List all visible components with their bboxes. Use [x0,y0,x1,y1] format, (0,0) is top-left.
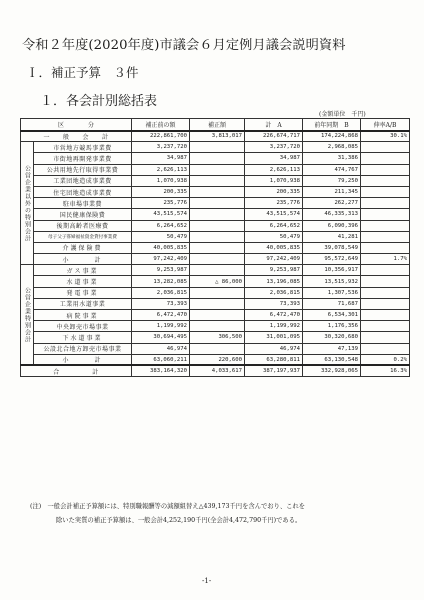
table-header-row [21,119,410,131]
amount-total: 2,036,815 [245,287,303,298]
non-enterprise-group-label: 公営企業以外の特別会計 [21,142,34,265]
header-rate: 伸率A/B [361,119,410,131]
account-name: 介護保険費 [34,242,132,253]
amount-before: 40,005,835 [132,242,190,253]
amount-before: 6,472,470 [132,310,190,321]
growth-rate [361,186,410,197]
header-before: 補正前の額 [132,119,190,131]
amount-before: 200,335 [132,186,190,197]
amount-total: 6,472,470 [245,310,303,321]
grand-total-prev: 332,928,065 [303,365,361,376]
amount-prev: 41,281 [303,231,361,242]
subtotal-supplement: 220,600 [190,354,245,365]
amount-supplement [190,287,245,298]
section-heading-account-summary: １．各会計別総括表 [40,94,158,109]
amount-prev: 13,515,932 [303,276,361,287]
amount-total: 31,001,095 [245,332,303,343]
amount-before: 3,237,720 [132,142,190,153]
subtotal-total: 63,280,811 [245,354,303,365]
table-row [21,153,410,164]
amount-before: 30,694,495 [132,332,190,343]
table-row [21,231,410,242]
amount-prev: 1,307,536 [303,287,361,298]
grand-total-total: 387,197,937 [245,365,303,376]
account-name: 市街地再開発事業費 [34,153,132,164]
table-row [21,343,410,354]
growth-rate [361,164,410,175]
amount-total: 9,253,987 [245,265,303,276]
account-name: 母子父子寡婦福祉資金貸付事業費 [34,231,132,242]
growth-rate [361,343,410,354]
growth-rate [361,175,410,186]
subtotal-label: 小 計 [34,354,132,365]
amount-prev: 46,335,313 [303,209,361,220]
table-row [21,175,410,186]
account-name: 中央卸売市場事業 [34,321,132,332]
amount-prev: 474,767 [303,164,361,175]
account-name: 病院事業 [34,310,132,321]
subtotal-label: 小 計 [34,254,132,265]
subtotal-prev: 63,130,548 [303,354,361,365]
amount-before: 235,776 [132,198,190,209]
amount-total: 2,626,113 [245,164,303,175]
amount-total: 73,393 [245,298,303,309]
grand-total-label: 合 計 [21,365,132,376]
amount-prev: 211,345 [303,186,361,197]
grand-total-rate: 16.3% [361,365,410,376]
amount-before: 2,626,113 [132,164,190,175]
amount-before: 50,479 [132,231,190,242]
amount-before: 9,253,987 [132,265,190,276]
amount-supplement [190,298,245,309]
footnote-line-2: 除いた実質の補正予算額は、一般会計4,252,190千円(全会計4,472,790千円)である。 [56,517,302,524]
account-name: 国民健康保険費 [34,209,132,220]
general-prev: 174,224,868 [303,131,361,142]
amount-prev: 262,277 [303,198,361,209]
amount-before: 43,515,574 [132,209,190,220]
header-total: 計 A [245,119,303,131]
amount-total: 50,479 [245,231,303,242]
amount-supplement [190,310,245,321]
subtotal-total: 97,242,409 [245,254,303,265]
subtotal-rate: 1.7% [361,254,410,265]
amount-total: 40,005,835 [245,242,303,253]
amount-supplement: 306,500 [190,332,245,343]
account-name: 下水道事業 [34,332,132,343]
amount-prev: 47,139 [303,343,361,354]
subtotal-before: 97,242,409 [132,254,190,265]
amount-before: 34,987 [132,153,190,164]
amount-unit-label: (金額単位 千円) [319,111,366,118]
amount-supplement [190,343,245,354]
amount-total: 235,776 [245,198,303,209]
growth-rate [361,276,410,287]
account-name: 公共用地先行取得事業費 [34,164,132,175]
growth-rate [361,287,410,298]
growth-rate [361,231,410,242]
subtotal-prev: 95,572,649 [303,254,361,265]
account-name: 工業団地造成事業費 [34,175,132,186]
table-row [21,265,410,276]
growth-rate [361,332,410,343]
amount-prev: 71,687 [303,298,361,309]
page-number: -1- [202,577,212,585]
growth-rate [361,321,410,332]
amount-before: 46,974 [132,343,190,354]
amount-supplement [190,231,245,242]
table-row [21,220,410,231]
amount-supplement [190,175,245,186]
account-name: 公設北合地方卸売市場事業 [34,343,132,354]
section-heading-supplementary-budget: Ｉ．補正予算 ３件 [26,65,139,80]
budget-summary-table [20,118,410,377]
amount-before: 73,393 [132,298,190,309]
subtotal-rate: 0.2% [361,354,410,365]
amount-prev: 1,176,356 [303,321,361,332]
growth-rate [361,142,410,153]
amount-total: 1,199,992 [245,321,303,332]
amount-prev: 6,090,396 [303,220,361,231]
header-category: 区 分 [21,119,132,131]
account-name: 水道事業 [34,276,132,287]
amount-supplement [190,198,245,209]
footnote [30,500,400,528]
amount-total: 200,335 [245,186,303,197]
footnote-line-1: (注) 一般会計補正予算額には、特別職報酬等の減額組替え△439,173千円を含んでおり、これを [30,503,306,510]
general-account-row [21,131,410,142]
amount-prev: 39,078,549 [303,242,361,253]
amount-before: 1,199,992 [132,321,190,332]
growth-rate [361,310,410,321]
growth-rate [361,198,410,209]
amount-supplement [190,209,245,220]
amount-total: 6,264,652 [245,220,303,231]
header-supplement: 補正額 [190,119,245,131]
amount-before: 1,070,938 [132,175,190,186]
enterprise-group-label: 公営企業特別会計 [21,265,34,366]
table-row [21,242,410,253]
amount-before: 13,282,085 [132,276,190,287]
table-row [21,209,410,220]
table-row [21,310,410,321]
general-before: 222,861,700 [132,131,190,142]
amount-total: 34,987 [245,153,303,164]
grand-total-row [21,365,410,376]
amount-prev: 10,356,917 [303,265,361,276]
growth-rate [361,298,410,309]
amount-prev: 31,386 [303,153,361,164]
amount-supplement: △ 86,000 [190,276,245,287]
growth-rate [361,153,410,164]
table-row [21,276,410,287]
amount-before: 6,264,652 [132,220,190,231]
table-row [21,287,410,298]
amount-prev: 30,320,680 [303,332,361,343]
grand-total-supplement: 4,033,617 [190,365,245,376]
amount-total: 13,196,085 [245,276,303,287]
amount-supplement [190,142,245,153]
grand-total-before: 383,164,320 [132,365,190,376]
general-supplement: 3,813,017 [190,131,245,142]
amount-prev: 2,968,085 [303,142,361,153]
growth-rate [361,242,410,253]
subtotal-before: 63,060,211 [132,354,190,365]
amount-supplement [190,321,245,332]
general-account-label: 一 般 会 計 [21,131,132,142]
table-row [21,186,410,197]
document-title: 令和２年度(2020年度)市議会６月定例月議会説明資料 [22,38,346,53]
amount-supplement [190,220,245,231]
amount-supplement [190,265,245,276]
amount-prev: 6,534,301 [303,310,361,321]
amount-total: 3,237,720 [245,142,303,153]
account-name: 住宅団地造成事業費 [34,186,132,197]
enterprise-subtotal-row [21,354,410,365]
amount-prev: 79,250 [303,175,361,186]
amount-supplement [190,164,245,175]
table-row [21,321,410,332]
account-name: ガス事業 [34,265,132,276]
table-row [21,332,410,343]
table-row [21,164,410,175]
growth-rate [361,209,410,220]
growth-rate [361,265,410,276]
amount-supplement [190,186,245,197]
amount-total: 43,515,574 [245,209,303,220]
subtotal-supplement [190,254,245,265]
table-row [21,142,410,153]
account-name: 工業用水道事業 [34,298,132,309]
account-name: 後期高齢者医療費 [34,220,132,231]
general-rate: 30.1% [361,131,410,142]
account-name: 市営地方競馬事業費 [34,142,132,153]
table-row [21,298,410,309]
growth-rate [361,220,410,231]
non-enterprise-subtotal-row [21,254,410,265]
account-name: 発電事業 [34,287,132,298]
header-prev: 前年同期 B [303,119,361,131]
amount-before: 2,036,815 [132,287,190,298]
amount-supplement [190,153,245,164]
table-row [21,198,410,209]
account-name: 駐車場事業費 [34,198,132,209]
amount-total: 1,070,938 [245,175,303,186]
amount-supplement [190,242,245,253]
amount-total: 46,974 [245,343,303,354]
general-total: 226,674,717 [245,131,303,142]
